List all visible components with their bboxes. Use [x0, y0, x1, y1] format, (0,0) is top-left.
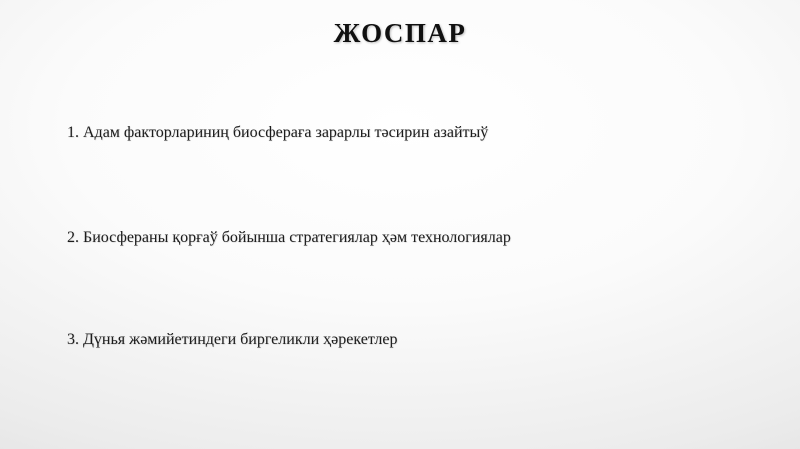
plan-item-1: 1. Адам факторлариниң биосфераға зарарлы тәсирин азайтыў [67, 124, 489, 141]
plan-item-3: 3. Дүнья жәмийетиндеги биргеликли ҳәрекетлер [67, 331, 398, 348]
plan-item-2: 2. Биосфераны қорғаў бойынша стратегиялар ҳәм технологиялар [67, 229, 511, 246]
slide-title: ЖОСПАР [333, 18, 467, 48]
